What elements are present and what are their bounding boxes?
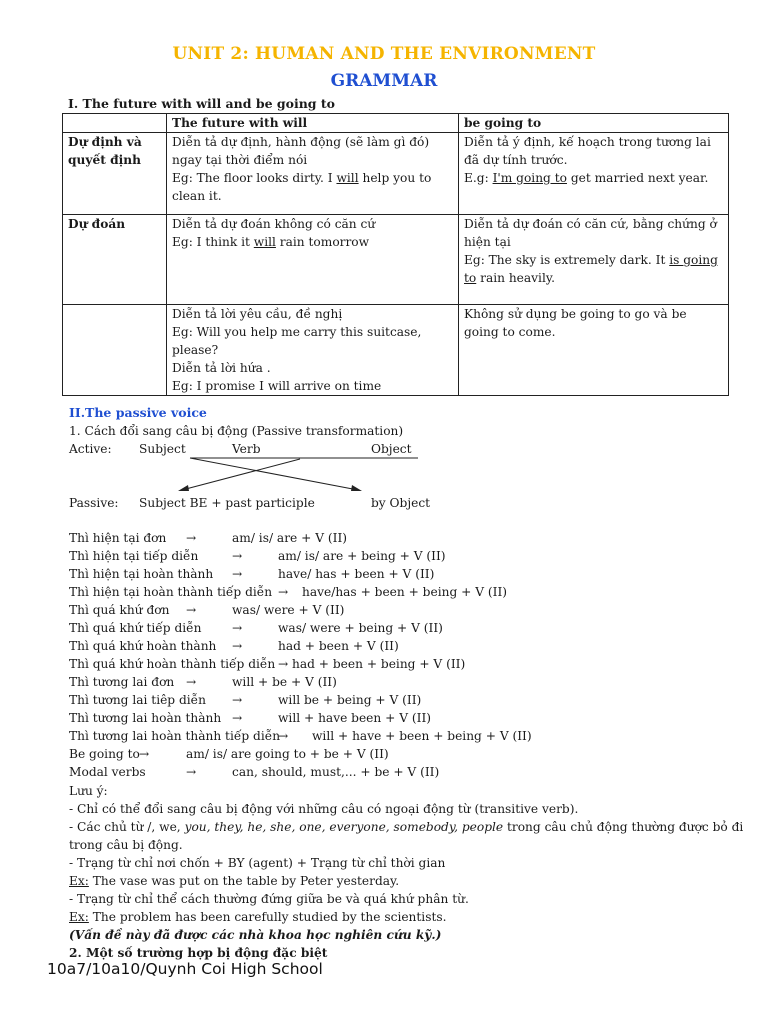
example-text: The vase was put on the table by Peter yesterday.: [88, 874, 400, 888]
arrow-icon: →: [186, 765, 197, 779]
cell-will-intention: [167, 133, 459, 215]
tense-passive-form: will be + being + V (II): [278, 693, 422, 707]
note-manner-adverb: - Trạng từ chỉ thể cách thường đứng giữa be và quá khứ phân từ.: [69, 892, 469, 906]
cell-text: Diễn tả dự đoán không có căn cứ: [172, 217, 376, 231]
tense-name: Thì hiện tại đơn: [69, 531, 167, 545]
tense-name: Thì quá khứ đơn: [69, 603, 170, 617]
example-suffix: get married next year.: [566, 171, 709, 185]
tense-name: Modal verbs: [69, 765, 146, 779]
cell-going-prediction: [459, 215, 729, 305]
arrow-icon: →: [232, 567, 243, 581]
object-to-by-arrow: [190, 458, 358, 490]
tense-name: Thì tương lai hoàn thành: [69, 711, 222, 725]
subject-arrow: [182, 459, 300, 490]
tense-name: Be going to: [69, 747, 140, 761]
arrow-icon: →: [232, 711, 243, 725]
tense-passive-form: was/ were + being + V (II): [278, 621, 443, 635]
example-prefix: Eg: The floor looks dirty. I: [172, 171, 337, 185]
arrow-icon: →: [278, 657, 289, 671]
cell-text: Diễn tả dự định, hành động (sẽ làm gì đó) ngay tại thời điểm nói: [172, 135, 430, 167]
tense-passive-form: have/has + been + being + V (II): [302, 585, 508, 599]
cell-example: [464, 169, 723, 187]
table-row: [63, 215, 729, 305]
tense-name: Thì hiện tại hoàn thành tiếp diễn: [69, 585, 273, 599]
active-subject: Subject: [139, 442, 186, 456]
note-transitive: - Chỉ có thể đổi sang câu bị động với những câu có ngoại động từ (transitive verb).: [69, 802, 579, 816]
cell-text: Không sử dụng be going to go và be going to come.: [464, 307, 687, 339]
section-heading-passive: II.The passive voice: [69, 405, 207, 420]
table-header-going: be going to: [459, 114, 729, 133]
paragraph-transformation: 1. Cách đổi sang câu bị động (Passive transformation): [69, 424, 404, 438]
arrow-icon: →: [278, 729, 289, 743]
example-suffix: rain heavily.: [476, 271, 555, 285]
example-text: The problem has been carefully studied by the scientists.: [88, 910, 447, 924]
cell-example: [464, 251, 723, 287]
example-prefix: E.g:: [464, 171, 493, 185]
active-label: Active:: [69, 442, 112, 456]
row-label-intention: Dự định và quyết định: [63, 133, 167, 215]
active-verb: Verb: [232, 442, 261, 456]
page-title: UNIT 2: HUMAN AND THE ENVIRONMENT: [172, 44, 596, 64]
example-sentence: [69, 909, 446, 925]
tense-name: Thì tương lai đơn: [69, 675, 175, 689]
example-label: Ex:: [69, 874, 89, 888]
note-pronouns: you, they, he, she, one, everyone, somebody, people: [184, 820, 504, 834]
note-subjects: [69, 819, 743, 835]
arrow-icon: →: [232, 693, 243, 707]
tense-passive-form: am/ is/ are + being + V (II): [278, 549, 446, 563]
example-suffix: rain tomorrow: [275, 235, 370, 249]
cell-will-prediction: [167, 215, 459, 305]
active-object: Object: [371, 442, 412, 456]
tense-passive-form: will + be + V (II): [232, 675, 337, 689]
cell-example: Eg: I promise I will arrive on time: [172, 379, 382, 393]
arrow-icon: →: [186, 675, 197, 689]
note-text: - Các chủ từ /, we,: [69, 820, 185, 834]
note-adverb-order: - Trạng từ chỉ nơi chốn + BY (agent) + Trạng từ chỉ thời gian: [69, 856, 446, 870]
example-highlight: is going to: [464, 253, 718, 285]
tense-passive-form: will + have + been + being + V (II): [312, 729, 532, 743]
example-suffix: help you to clean it.: [172, 171, 432, 203]
cell-text: Diễn tả ý định, kế hoạch trong tương lai đã dự tính trước.: [464, 135, 711, 167]
row-label-prediction: Dự đoán: [63, 215, 167, 305]
tense-passive-form: can, should, must,... + be + V (II): [232, 765, 440, 779]
table-header-will: The future with will: [167, 114, 459, 133]
example-highlight: will: [336, 171, 359, 185]
example-highlight: I'm going to: [492, 171, 567, 185]
arrow-icon: →: [278, 585, 289, 599]
tense-passive-form: had + been + being + V (II): [292, 657, 466, 671]
cell-going-request: [459, 305, 729, 396]
note-heading: Lưu ý:: [69, 784, 108, 798]
tense-passive-form: am/ is/ are + V (II): [232, 531, 348, 545]
tense-passive-form: had + been + V (II): [278, 639, 399, 653]
passive-label: Passive:: [69, 496, 119, 510]
example-prefix: Eg: The sky is extremely dark. It: [464, 253, 670, 267]
cell-will-request: [167, 305, 459, 396]
arrow-icon: →: [232, 639, 243, 653]
translation-text: (Vấn đề này đã được các nhà khoa học nghiên cứu kỹ.): [69, 928, 442, 942]
section-heading-special: 2. Một số trường hợp bị động đặc biệt: [69, 946, 328, 960]
tense-name: Thì hiện tại tiếp diễn: [69, 549, 199, 563]
tense-name: Thì quá khứ tiếp diễn: [69, 621, 202, 635]
page-footer: 10a7/10a10/Quynh Coi High School: [47, 960, 323, 978]
arrowhead-left: [178, 485, 189, 491]
note-text: trong câu chủ động thường được bỏ đi: [503, 820, 744, 834]
passive-object: by Object: [371, 496, 431, 510]
note-subjects-cont: trong câu bị động.: [69, 838, 183, 852]
arrowhead-right: [351, 485, 362, 491]
future-comparison-table: [62, 113, 729, 396]
arrow-icon: →: [186, 531, 197, 545]
example-prefix: Eg: I think it: [172, 235, 254, 249]
example-sentence: [69, 873, 399, 889]
tense-name: Thì hiện tại hoàn thành: [69, 567, 214, 581]
table-row: [63, 133, 729, 215]
row-label-empty: [63, 305, 167, 396]
cell-text: Diễn tả dự đoán có căn cứ, bằng chứng ở hiện tại: [464, 217, 717, 249]
page-subtitle: GRAMMAR: [330, 71, 438, 91]
tense-name: Thì tương lai tiêp diễn: [69, 693, 207, 707]
passive-subject: Subject BE + past participle: [139, 496, 315, 510]
tense-passive-form: was/ were + V (II): [232, 603, 345, 617]
arrow-icon: →: [186, 603, 197, 617]
cell-text: Diễn tả lời yêu cầu, đề nghị: [172, 307, 343, 321]
table-header-row: [63, 114, 729, 133]
table-header-empty: [63, 114, 167, 133]
tense-passive-form: am/ is/ are going to + be + V (II): [186, 747, 389, 761]
tense-name: Thì quá khứ hoàn thành tiếp diễn: [69, 657, 276, 671]
example-highlight: will: [253, 235, 276, 249]
tense-name: Thì quá khứ hoàn thành: [69, 639, 217, 653]
arrow-icon: →: [232, 621, 243, 635]
cell-text: Diễn tả lời hứa .: [172, 361, 271, 375]
tense-passive-form: will + have been + V (II): [278, 711, 432, 725]
cell-example: Eg: Will you help me carry this suitcase, please?: [172, 325, 422, 357]
tense-name: Thì tương lai hoàn thành tiếp diễn: [69, 729, 281, 743]
example-label: Ex:: [69, 910, 89, 924]
cell-example: [172, 233, 453, 251]
table-row: [63, 305, 729, 396]
arrow-icon: →: [139, 747, 150, 761]
cell-going-intention: [459, 133, 729, 215]
arrow-icon: →: [232, 549, 243, 563]
section-heading-future: I. The future with will and be going to: [68, 96, 335, 111]
cell-example: [172, 169, 453, 205]
tense-passive-form: have/ has + been + V (II): [278, 567, 435, 581]
